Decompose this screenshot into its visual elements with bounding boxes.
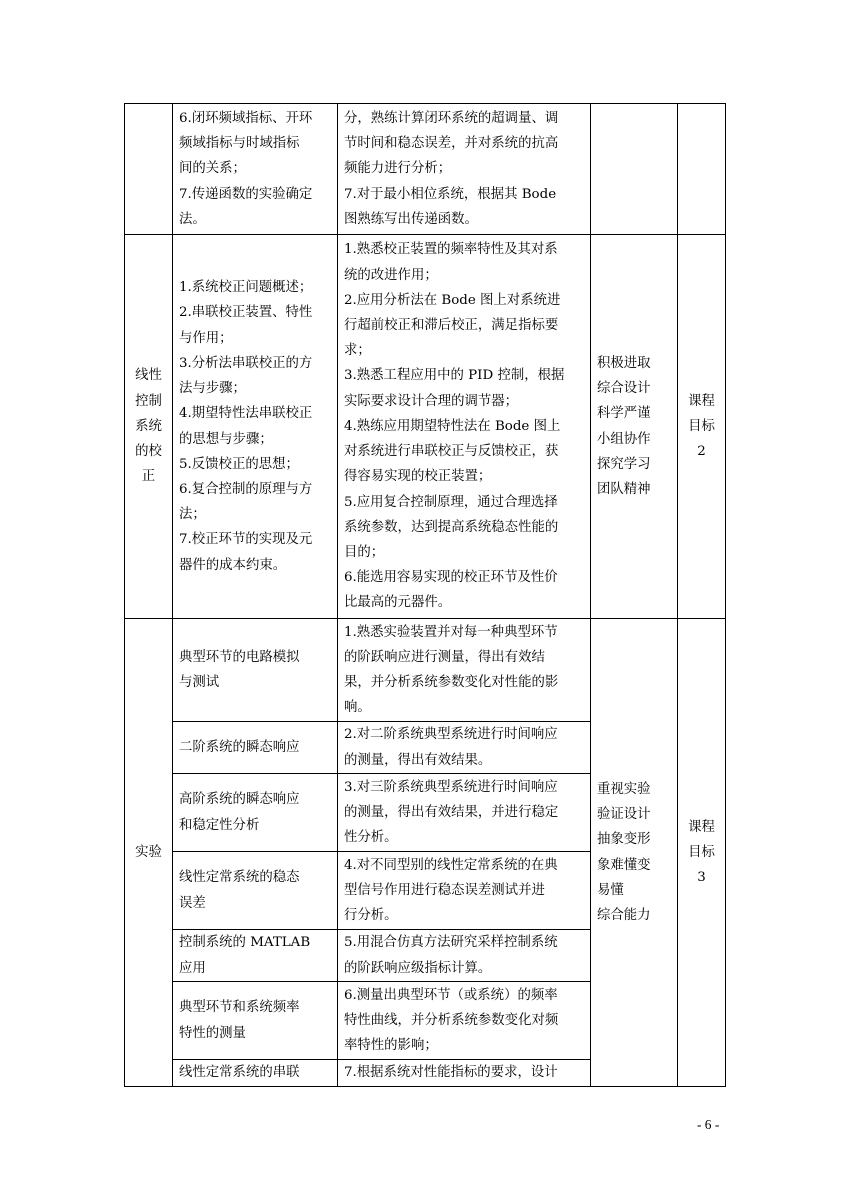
text-line: 高阶系统的瞬态响应 bbox=[179, 792, 300, 808]
text-line: 6.闭环频域指标、开环 bbox=[179, 110, 313, 126]
text-line: 特性的测量 bbox=[179, 1025, 246, 1041]
text-line: 频能力进行分析； bbox=[344, 161, 452, 177]
text-line: 系统参数，达到提高系统稳态性能的 bbox=[344, 519, 559, 535]
text-line: 的校 bbox=[135, 444, 162, 460]
text-line: 误差 bbox=[179, 895, 206, 911]
text-line: 控制系统的 MATLAB bbox=[179, 935, 311, 951]
text-line: 1.熟悉校正装置的频率特性及其对系 bbox=[344, 242, 558, 258]
text-line: 分，熟练计算闭环系统的超调量、调 bbox=[344, 110, 559, 126]
requirement-cell bbox=[338, 982, 591, 1060]
text-line: 果，并分析系统参数变化对性能的影 bbox=[344, 675, 559, 690]
requirement-cell bbox=[338, 930, 591, 982]
text-line: 二阶系统的瞬态响应 bbox=[179, 739, 300, 755]
text-line: 3.分析法串联校正的方 bbox=[179, 355, 313, 371]
category-label: 实验 bbox=[135, 844, 162, 860]
text-line: 6.复合控制的原理与方 bbox=[179, 481, 313, 497]
text-line: 目的； bbox=[344, 544, 385, 560]
page-number: - 6 - bbox=[697, 1117, 720, 1132]
category-cell bbox=[125, 104, 173, 235]
content-cell bbox=[173, 982, 338, 1060]
text-line: 1.熟悉实验装置并对每一种典型环节 bbox=[344, 624, 558, 640]
goal-cell bbox=[678, 619, 726, 1087]
requirement-cell bbox=[338, 619, 591, 722]
requirement-cell bbox=[338, 774, 591, 852]
text-line: 探究学习 bbox=[597, 456, 651, 472]
requirement-cell bbox=[338, 722, 591, 774]
text-line: 4.对不同型别的线性定常系统的在典 bbox=[344, 857, 558, 873]
text-line: 3.熟悉工程应用中的 PID 控制，根据 bbox=[344, 368, 565, 384]
text-line: 抽象变形 bbox=[597, 832, 651, 848]
text-line: 对系统进行串联校正与反馈校正，获 bbox=[344, 444, 559, 460]
syllabus-table bbox=[124, 103, 726, 1087]
text-line: 积极进取 bbox=[597, 355, 651, 371]
text-line: 易懂 bbox=[597, 882, 624, 898]
text-line: 和稳定性分析 bbox=[179, 817, 260, 833]
requirement-cell bbox=[338, 852, 591, 930]
text-line: 课程 bbox=[688, 393, 715, 409]
text-line: 特性曲线，并分析系统参数变化对频 bbox=[344, 1012, 559, 1028]
text-line: 小组协作 bbox=[597, 431, 651, 447]
text-line: 实际要求设计合理的调节器； bbox=[344, 393, 519, 409]
table-row bbox=[125, 619, 726, 722]
text-line: 目标 bbox=[688, 844, 715, 860]
values-cell bbox=[591, 104, 678, 235]
content-cell bbox=[173, 235, 338, 619]
text-line: 得容易实现的校正装置； bbox=[344, 469, 492, 485]
table-row bbox=[125, 104, 726, 235]
text-line: 3.对三阶系统典型系统进行时间响应 bbox=[344, 779, 558, 795]
content-cell bbox=[173, 774, 338, 852]
requirement-cell bbox=[338, 104, 591, 235]
text-line: 与作用； bbox=[179, 330, 233, 346]
content-cell bbox=[173, 852, 338, 930]
text-line: 系统 bbox=[135, 418, 162, 434]
text-line: 的阶跃响应级指标计算。 bbox=[344, 960, 492, 976]
text-line: 节时间和稳态误差，并对系统的抗高 bbox=[344, 136, 559, 152]
text-line: 2.对二阶系统典型系统进行时间响应 bbox=[344, 727, 558, 743]
text-line: 线性 bbox=[135, 368, 162, 384]
requirement-cell bbox=[338, 235, 591, 619]
text-line: 型信号作用进行稳态误差测试并进 bbox=[344, 882, 545, 898]
goal-cell bbox=[678, 104, 726, 235]
text-line: 的阶跃响应进行测量，得出有效结 bbox=[344, 649, 545, 665]
text-line: 1.系统校正问题概述； bbox=[179, 280, 313, 296]
text-line: 应用 bbox=[179, 960, 206, 976]
text-line: 典型环节的电路模拟 bbox=[179, 649, 300, 665]
text-line: 7.传递函数的实验确定 bbox=[179, 186, 313, 202]
text-line: 课程 bbox=[688, 819, 715, 835]
text-line: 科学严谨 bbox=[597, 406, 651, 422]
content-cell bbox=[173, 722, 338, 774]
text-line: 综合设计 bbox=[597, 381, 651, 397]
text-line: 典型环节和系统频率 bbox=[179, 1000, 300, 1016]
content-cell bbox=[173, 930, 338, 982]
text-line: 的测量，得出有效结果，并进行稳定 bbox=[344, 804, 559, 820]
text-line: 目标 bbox=[688, 418, 715, 434]
text-line: 2.应用分析法在 Bode 图上对系统进 bbox=[344, 292, 561, 308]
text-line: 重视实验 bbox=[597, 781, 651, 797]
goal-cell bbox=[678, 235, 726, 619]
values-cell bbox=[591, 619, 678, 1087]
text-line: 4.期望特性法串联校正 bbox=[179, 406, 313, 422]
text-line: 求； bbox=[344, 343, 371, 359]
content-cell bbox=[173, 1060, 338, 1087]
text-line: 7.校正环节的实现及元 bbox=[179, 532, 313, 548]
text-line: 6.测量出典型环节（或系统）的频率 bbox=[344, 987, 558, 1003]
text-line: 3 bbox=[697, 870, 706, 886]
text-line: 验证设计 bbox=[597, 807, 651, 823]
text-line: 5.应用复合控制原理，通过合理选择 bbox=[344, 494, 558, 510]
table-row bbox=[125, 235, 726, 619]
content-cell bbox=[173, 619, 338, 722]
text-line: 4.熟练应用期望特性法在 Bode 图上 bbox=[344, 418, 561, 434]
text-line: 统的改进作用； bbox=[344, 267, 438, 283]
text-line: 器件的成本约束。 bbox=[179, 557, 287, 573]
text-line: 象难懂变 bbox=[597, 857, 651, 873]
text-line: 率特性的影响； bbox=[344, 1038, 438, 1054]
category-cell bbox=[125, 235, 173, 619]
content-cell bbox=[173, 104, 338, 235]
text-line: 2.串联校正装置、特性 bbox=[179, 305, 313, 321]
text-line: 的测量，得出有效结果。 bbox=[344, 752, 492, 768]
text-line: 行分析。 bbox=[344, 908, 398, 924]
text-line: 正 bbox=[141, 469, 156, 485]
text-line: 频域指标与时域指标 bbox=[179, 136, 300, 152]
text-line: 图熟练写出传递函数。 bbox=[344, 211, 478, 227]
text-line: 间的关系； bbox=[179, 161, 246, 177]
text-line: 5.用混合仿真方法研究采样控制系统 bbox=[344, 935, 558, 951]
text-line: 性分析。 bbox=[344, 830, 398, 846]
text-line: 的思想与步骤； bbox=[179, 431, 273, 447]
requirement-cell bbox=[338, 1060, 591, 1087]
text-line: 行超前校正和滞后校正，满足指标要 bbox=[344, 318, 559, 334]
text-line: 法与步骤； bbox=[179, 381, 246, 397]
text-line: 控制 bbox=[135, 393, 162, 409]
text-line: 响。 bbox=[344, 700, 371, 716]
text-line: 综合能力 bbox=[597, 907, 651, 923]
text-line: 团队精神 bbox=[597, 481, 651, 497]
text-line: 2 bbox=[697, 444, 706, 460]
text-line: 7.根据系统对性能指标的要求，设计 bbox=[344, 1065, 558, 1081]
text-line: 7.对于最小相位系统，根据其 Bode bbox=[344, 186, 557, 202]
text-line: 与测试 bbox=[179, 675, 220, 690]
values-cell bbox=[591, 235, 678, 619]
text-line: 5.反馈校正的思想； bbox=[179, 456, 299, 472]
text-line: 6.能选用容易实现的校正环节及性价 bbox=[344, 570, 558, 586]
category-cell bbox=[125, 619, 173, 1087]
text-line: 线性定常系统的稳态 bbox=[179, 870, 300, 886]
text-line: 比最高的元器件。 bbox=[344, 595, 452, 611]
text-line: 线性定常系统的串联 bbox=[179, 1065, 300, 1081]
text-line: 法； bbox=[179, 507, 206, 523]
text-line: 法。 bbox=[179, 211, 206, 227]
